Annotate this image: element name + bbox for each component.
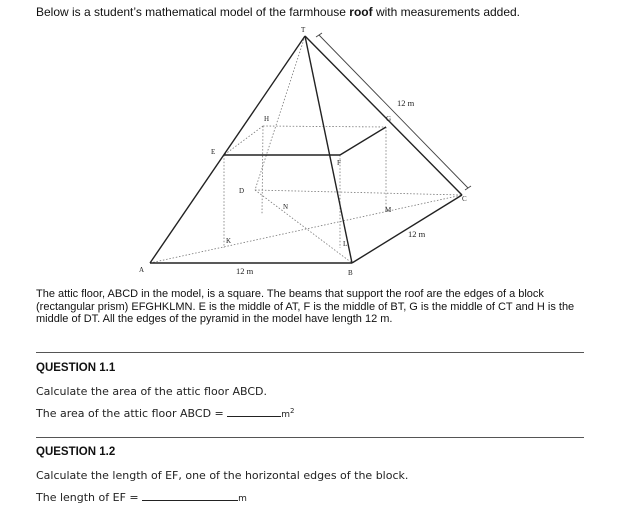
label-d: D [239,187,245,195]
question-1-2-title: QUESTION 1.2 [36,446,116,458]
label-g: G [386,115,392,123]
question-1-2-prompt: Calculate the length of EF, one of the horizontal edges of the block. [36,469,409,482]
label-m: M [385,206,392,214]
model-description: The attic floor, ABCD in the model, is a square. The beams that support the roof are the edges of a block (rectangular prism) EFGHKLMN. E is the middle of AT, F is the middle of BT, G is the middle of CT and H is the middle of DT. All the edges of the pyramid in the model have length 12 m. [36,288,575,325]
intro-text [36,5,520,19]
question-1-1-prompt: Calculate the area of the attic floor ABCD. [36,385,267,398]
label-b: B [348,269,353,277]
intro-bold-word: roof [349,5,373,19]
divider-middle [36,437,584,438]
pyramid-diagram [0,22,628,284]
label-h: H [264,115,270,123]
divider-top [36,352,584,353]
answer-1-1-blank[interactable] [227,405,281,417]
label-apex: T [301,26,306,34]
question-1-1-answer [36,405,295,420]
label-k: K [226,237,232,245]
answer-1-2-prefix: The length of EF = [36,491,143,504]
label-e: E [211,148,216,156]
question-1-1-title: QUESTION 1.1 [36,362,116,374]
intro-after: with measurements added. [372,5,521,19]
answer-1-1-unit: $m^2$ [281,407,295,420]
measure-slant-edge: 12 m [397,98,415,108]
measure-base-right: 12 m [408,229,426,239]
label-n: N [283,203,289,211]
answer-1-2-unit: m [238,494,247,504]
label-l: L [343,240,348,248]
answer-1-1-prefix: The area of the attic floor ABCD = [36,407,228,420]
label-a: A [139,266,145,274]
question-1-2-answer [36,489,247,504]
label-f: F [337,159,341,167]
measure-base-bottom: 12 m [236,266,254,276]
intro-before: Below is a student’s mathematical model of the farmhouse [36,5,350,19]
answer-1-2-blank[interactable] [142,489,238,501]
label-c: C [462,195,467,203]
